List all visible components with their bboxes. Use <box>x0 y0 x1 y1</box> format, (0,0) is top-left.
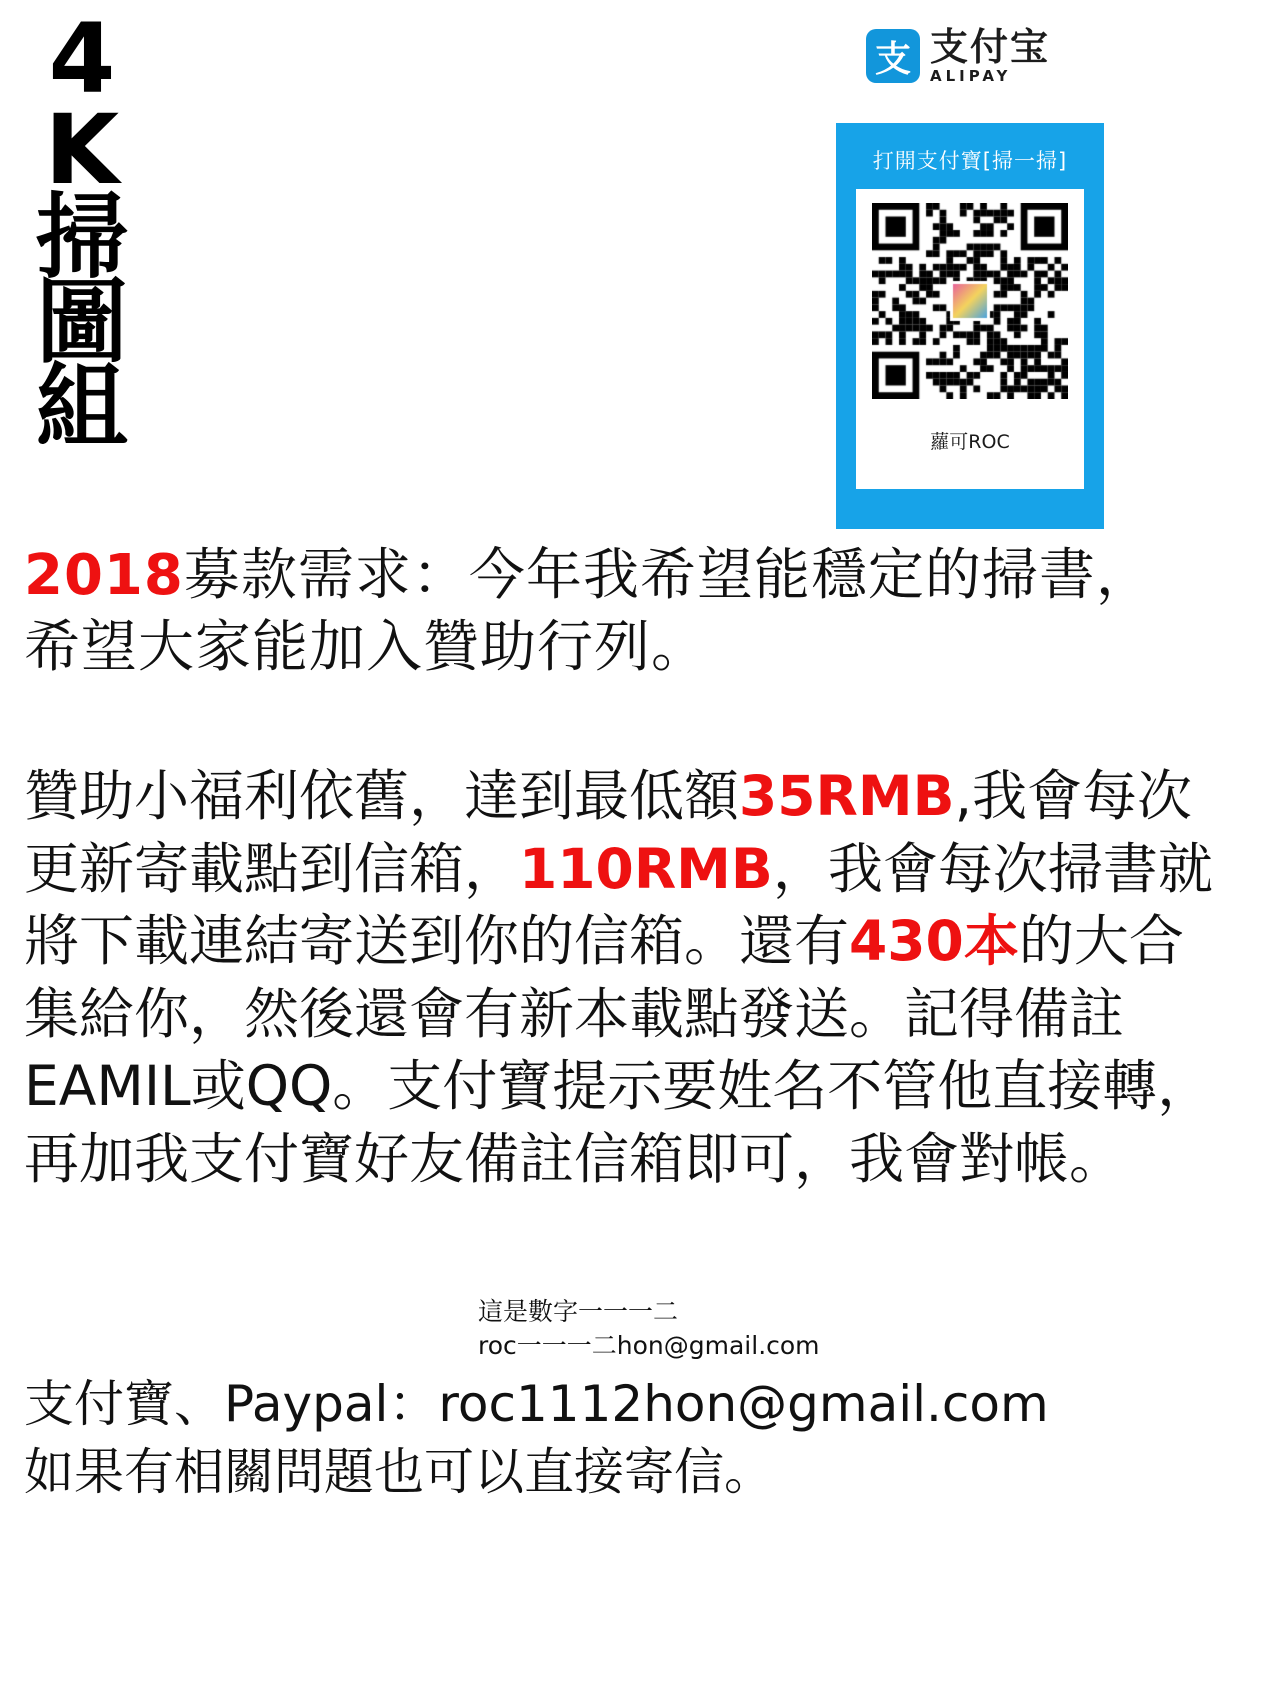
tier-amount-110: 110RMB <box>519 836 773 901</box>
funding-year: 2018 <box>24 543 184 608</box>
qr-panel-heading: 打開支付寶[掃一掃] <box>872 149 1068 173</box>
note-line-1: 這是數字一一一二 <box>478 1297 679 1326</box>
title-char-3: 圖 <box>35 269 128 376</box>
title-char-1: K <box>44 94 120 207</box>
alipay-name-cn: 支付宝 <box>929 25 1050 69</box>
title-char-0: 4 <box>48 3 116 115</box>
tier-bundle-count: 430本 <box>849 909 1019 974</box>
qr-caption: 蘿可ROC <box>930 431 1010 453</box>
note-line-2: roc一一一二hon@gmail.com <box>478 1330 820 1360</box>
alipay-logo <box>866 25 1050 85</box>
tier-text-1: 贊助小福利依舊，達到最低額 <box>24 764 740 828</box>
funding-tiers-paragraph <box>24 760 1214 1196</box>
title-char-4: 組 <box>35 353 128 461</box>
contact-line[interactable]: 支付寶、Paypal：roc1112hon@gmail.com <box>24 1375 1049 1433</box>
alipay-mark-icon: 支 <box>866 29 920 83</box>
closing-line: 如果有相關問題也可以直接寄信。 <box>24 1443 774 1501</box>
qr-card <box>856 189 1084 489</box>
page-title <box>22 3 142 461</box>
funding-intro-text: 募款需求：今年我希望能穩定的掃書，希望大家能加入贊助行列。 <box>24 543 1153 680</box>
alipay-qr-panel <box>836 123 1104 529</box>
qr-code-image[interactable] <box>872 203 1068 399</box>
email-clarification-note <box>478 1295 998 1363</box>
funding-intro-paragraph <box>24 540 1204 683</box>
alipay-wordmark <box>929 25 1050 85</box>
title-char-2: 掃 <box>35 184 128 292</box>
alipay-name-en: ALIPAY <box>929 67 1012 85</box>
tier-amount-35: 35RMB <box>739 764 955 828</box>
tier-text-2: ,我會每次更新寄載點到信箱， <box>24 764 1193 901</box>
tier-text-4: 的大合集給你，然後還會有新本載點發送。記得備註EAMIL或QQ。支付寶提示要姓名不管他直接轉，再加我支付寶好友備註信箱即可，我會對帳。 <box>24 909 1213 1191</box>
tier-text-3: ，我會每次掃書就將下載連結寄送到你的信箱。還有 <box>24 836 1213 974</box>
